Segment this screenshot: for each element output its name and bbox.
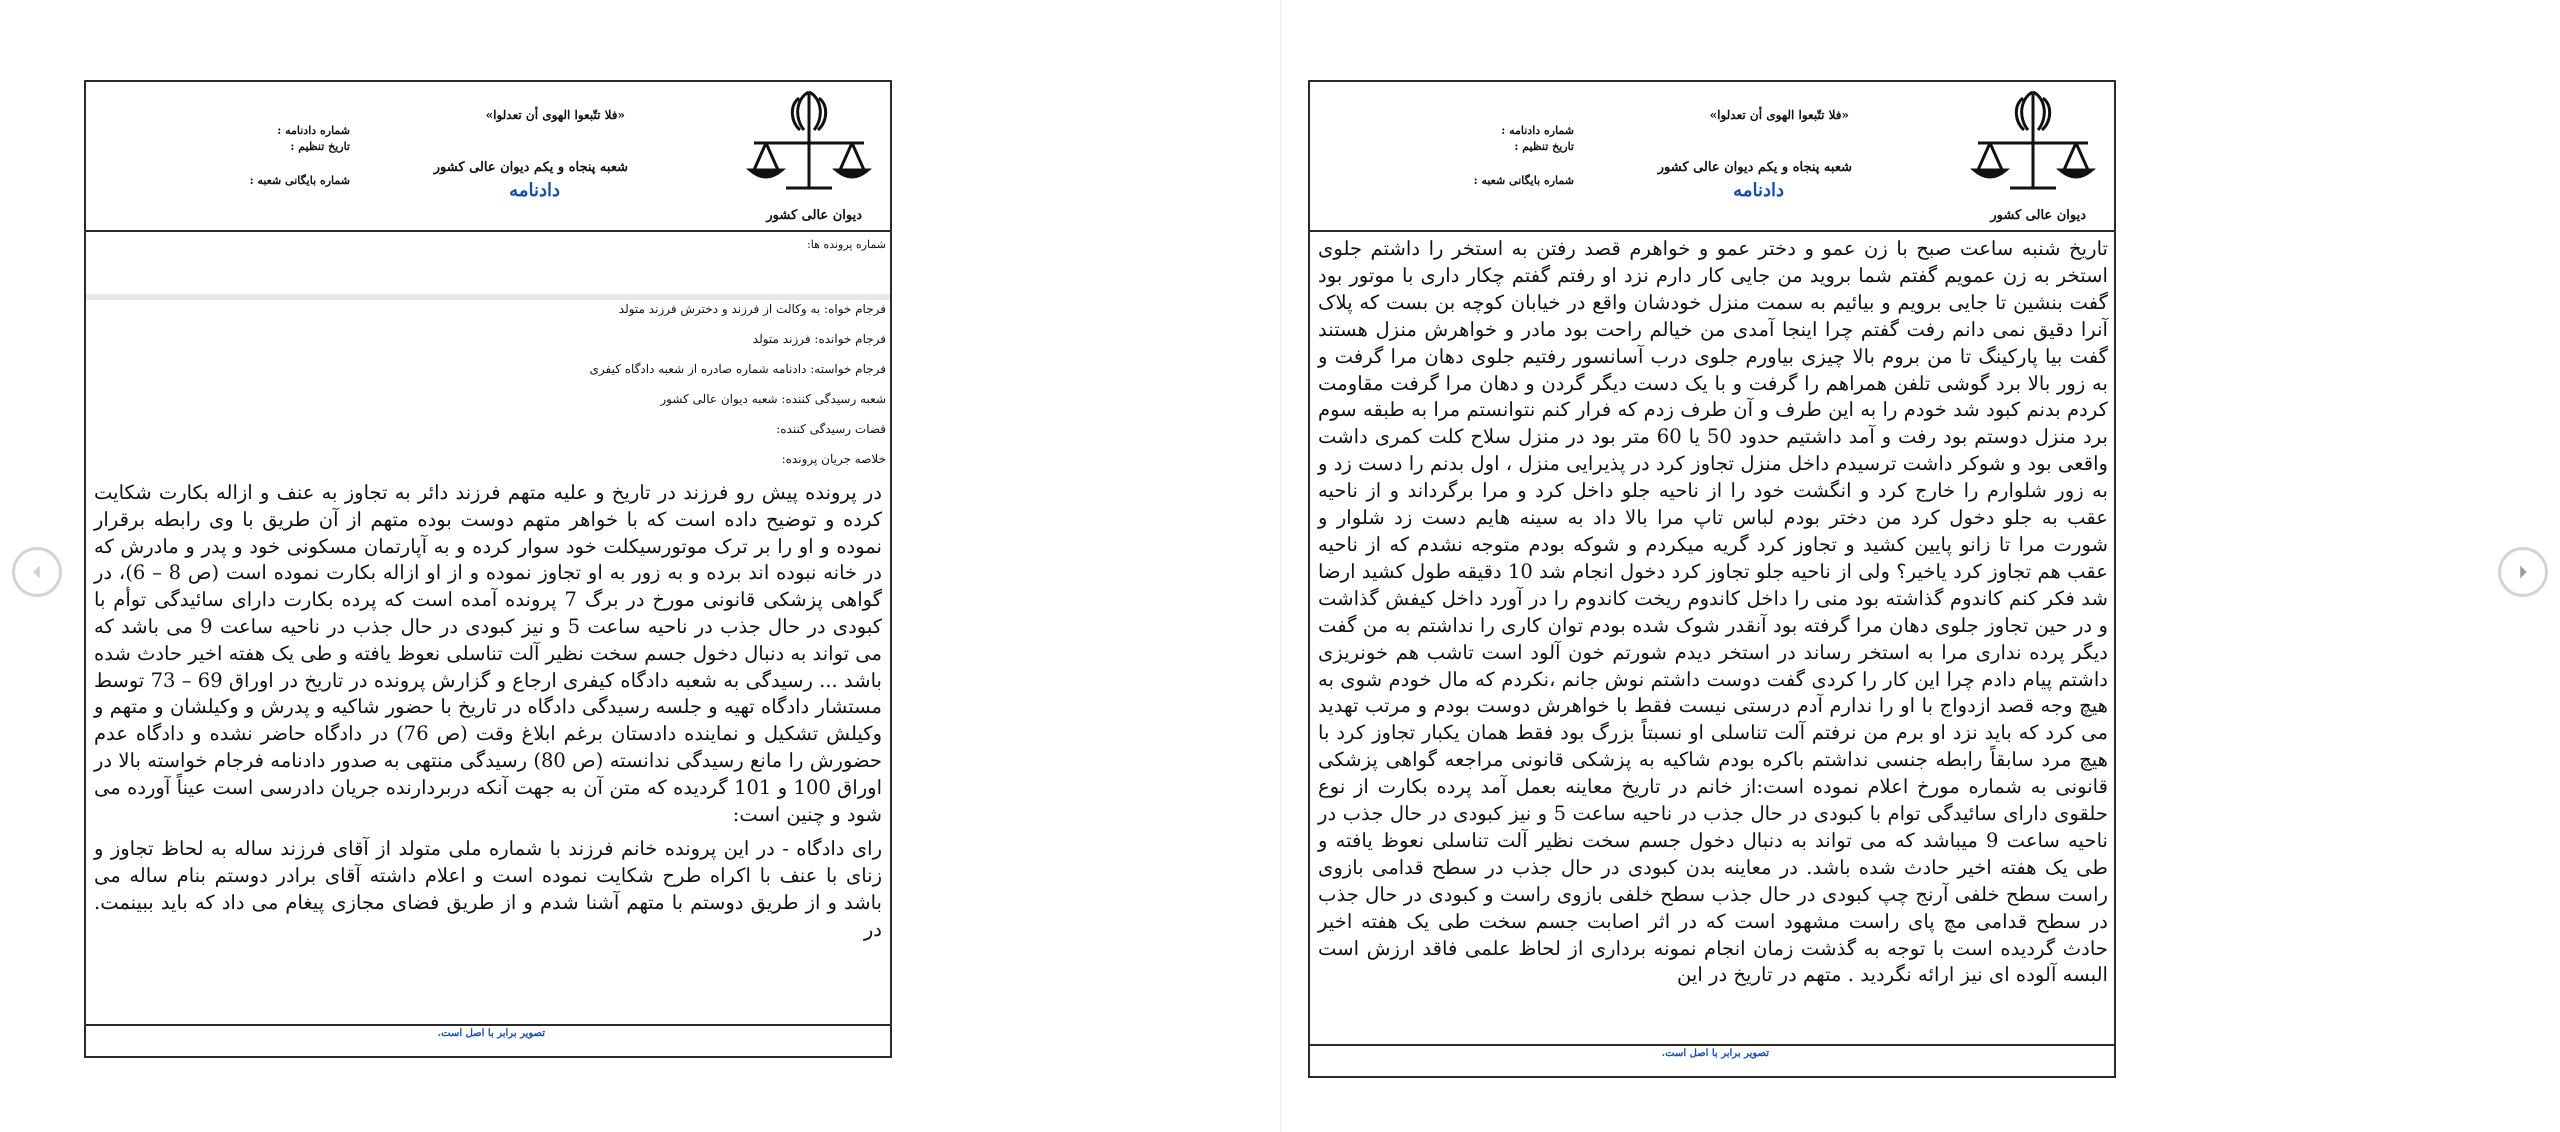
previous-page-button[interactable] <box>12 547 62 597</box>
chevron-right-icon <box>2512 561 2534 583</box>
chevron-left-icon <box>26 561 48 583</box>
form-separator <box>86 294 890 300</box>
document-title: دادنامه <box>1733 180 1784 201</box>
reviewing-judges-row: قضات رسیدگی کننده: <box>776 422 886 436</box>
certified-copy-note: تصویر برابر با اصل است. <box>437 1028 545 1039</box>
verdict-number-label: شماره دادنامه : <box>277 124 350 137</box>
issue-date-label: تاریخ تنظیم : <box>1514 140 1574 153</box>
court-name-label: دیوان عالی کشور <box>766 208 862 223</box>
page-header <box>1310 82 2114 232</box>
verdict-number-label: شماره دادنامه : <box>1501 124 1574 137</box>
certified-copy-note: تصویر برابر با اصل است. <box>1661 1048 1769 1059</box>
footer-rule <box>86 1024 890 1026</box>
case-numbers-label: شماره پرونده ها: <box>807 238 886 251</box>
iran-emblem-scales-logo <box>1968 88 2098 206</box>
case-body-paragraph-1: در پرونده پیش رو فرزند در تاریخ و علیه متهم فرزند دائر به تجاوز به عنف و ازاله بکارت شکایت کرده و توضیح داده است که با خواهر متهم دوست بوده متهم از آن طریق با وی رابطه برقرار نموده و او را بر ترک موتورسیکلت خود سوار کرده و به آپارتمان مسکونی خود و پدر و مادرش که در خانه نبوده اند برده و به زور به او تجاوز نموده و از او ازاله بکارت نموده است (ص 8 – 6)، در گواهی پزشکی قانونی مورخ در برگ 7 پرونده آمده است که پرده بکارت دارای سائیدگی توأم با کبودی در حال جذب در ناحیه ساعت 5 و نیز کبودی در حال جذب در ناحیه ساعت 9 می باشد که می تواند به دنبال دخول جسم سخت نظیر آلت تناسلی نعوظ یافته و طی یک هفته اخیر حادث شده باشد ... رسیدگی به شعبه دادگاه کیفری ارجاع و گزارش پرونده در تاریخ در اوراق 69 – 73 توسط مستشار دادگاه تهیه و جلسه رسیدگی دادگاه در تاریخ با حضور شاکیه و پدرش و وکیلشان و متهم و وکیلش تشکیل و نماینده دادستان برغم ابلاغ وقت (ص 76) در دادگاه حاضر نشده و دادگاه عدم حضورش را مانع رسیدگی ندانسته (ص 80) رسیدگی منتهی به صدور دادنامه فرجام خواسته بالا در اوراق 100 و 101 گردیده که متن آن به جهت آنکه دربردارنده جریان دادرسی است عیناً آورده می شود و چنین است: <box>94 481 882 826</box>
quran-verse: «فلا تتّبعوا الهوی أن تعدلوا» <box>485 108 625 122</box>
court-branch: شعبه پنجاه و یکم دیوان عالی کشور <box>1657 160 1852 175</box>
document-page-right <box>1308 80 2116 1078</box>
footer-rule <box>1310 1044 2114 1046</box>
next-page-button[interactable] <box>2498 547 2548 597</box>
document-title: دادنامه <box>509 180 560 201</box>
appellee-row: فرجام خوانده: فرزند متولد <box>752 332 886 346</box>
court-branch: شعبه پنجاه و یکم دیوان عالی کشور <box>433 160 628 175</box>
appellant-row: فرجام خواه: به وکالت از فرزند و دخترش فرزند متولد <box>618 302 886 316</box>
case-summary-label: خلاصه جریان پرونده: <box>781 452 886 466</box>
issue-date-label: تاریخ تنظیم : <box>290 140 350 153</box>
quran-verse: «فلا تتّبعوا الهوی أن تعدلوا» <box>1709 108 1849 122</box>
page-header <box>86 82 890 232</box>
case-body-text: تاریخ شنبه ساعت صبح با زن عمو و دختر عمو و خواهرم قصد رفتن به استخر را داشتم جلوی استخر به زن عمویم گفتم شما بروید من جایی کار دارم نزد او رفتم گفتم چکار داری با موتور بود گفت بنشین تا جایی برویم و بیائیم به سمت منزل خودشان واقع در خیابان کوچه بن بست که پلاک آنرا دقیق نمی دانم رفت گفتم چرا اینجا آمدی من خیالم راحت بود مادر و خواهرش منزل هستند گفت بیا پارکینگ تا من بروم بالا چیزی بیاورم جلوی درب آسانسور رفتیم جلوی دهان مرا گرفت و به زور بالا برد گوشی تلفن همراهم را گرفت و با یک دست دیگر گردن و دهان مرا گرفت مقاومت کردم بدنم کبود شد خودم را به این طرف و آن طرف زدم که فرار کنم نتوانستم مرا به طبقه سوم برد منزل دوستم بود رفت و آمد داشتیم حدود 50 یا 60 متر بود در منزل سلاح کلت کمری داشت واقعی بود و شوکر داشت ترسیدم داخل منزل تجاوز کرد در پذیرایی منزل ، اول بدنم را دست زد و به زور شلوارم را خارج کرد و انگشت خود را از ناحیه جلو داخل کرد و مرا برگرداند و از ناحیه عقب به جلو دخول کرد من دختر بودم لباس تاپ مرا بالا داد به سینه هایم دست زد شلوار و شورت مرا تا زانو پایین کشید و تجاوز کرد گریه میکردم و شوکه بودم متوجه نشدم که از ناحیه عقب هم تجاوز کرد یاخیر؟ ولی از ناحیه جلو تجاوز کرد دخول انجام شد 10 دقیقه طول کشید ارضا شد فکر کنم کاندوم گذاشته بود منی را داخل کاندوم ریخت کاندوم را در آورد داخل کیفش گذاشت و در حین تجاوز جلوی دهان مرا گرفته بود آنقدر شوک شده بودم توان کاری را نداشتم به من گفت دیگر پرده نداری مرا به استخر رساند در استخر دیدم شورتم خون آلود است تاشب هم خونریزی داشتم پیام دادم چرا این کار را کردی گفت دوست داشتم نوش جانم ،نکردم که مال خودم شوی به هیچ وجه قصد ازدواج با او را ندارم آدم درستی نیست فقط با خواهرش دوست بودم و مرتب تهدید می کرد که باید نزد او برم من نرفتم آلت تناسلی او نسبتاً بزرگ بود فقط همان یکبار تجاوز کرد با هیچ مرد سابقاً رابطه جنسی نداشتم باکره بودم شاکیه به پزشکی قانونی مراجعه گواهی پزشکی قانونی به شماره مورخ اعلام نموده است:از خانم در تاریخ معاینه بعمل آمد پرده بکارت از نوع حلقوی دارای سائیدگی توام با کبودی در حال جذب در ناحیه ساعت 5 و نیز کبودی در حال جذب در ناحیه ساعت 9 میباشد که می تواند به دنبال دخول جسم سخت نظیر آلت تناسلی نعوظ یافته و طی یک هفته اخیر حادث شده باشد. در معاینه بدن کبودی در حال جذب در سطح قدامی بازوی راست سطح خلفی آرنج چپ کبودی در حال جذب سطح خلفی بازوی راست و کبودی در حال جذب در سطح قدامی مچ پای راست مشهود است که در اثر اصابت جسم سخت طی یک هفته اخیر حادث گردیده است با توجه به گذشت زمان انجام نمونه برداری از لحاظ علمی فاقد ارزش است البسه آلوده ای نیز ارائه نگردید . متهم در تاریخ در این <box>1318 237 2108 987</box>
pane-divider <box>1280 0 1281 1132</box>
document-page-left <box>84 80 892 1058</box>
archive-number-label: شماره بایگانی شعبه : <box>249 174 350 187</box>
court-name-label: دیوان عالی کشور <box>1990 208 2086 223</box>
case-body-text <box>94 480 882 944</box>
iran-emblem-scales-logo <box>744 88 874 206</box>
case-body-paragraph-2: رای دادگاه - در این پرونده خانم فرزند با شماره ملی متولد از آقای فرزند ساله به لحاظ تجاوز و زنای با عنف با اکراه طرح شکایت نموده است و اعلام داشته آقای برادر دوستم بنام ساله می باشد و از طریق دوستم با متهم آشنا شدم و از طریق فضای مجازی پیغام می داد که باید ببینمت. در <box>94 837 882 941</box>
appealed-verdict-row: فرجام خواسته: دادنامه شماره صادره از شعبه دادگاه کیفری <box>589 362 886 376</box>
archive-number-label: شماره بایگانی شعبه : <box>1473 174 1574 187</box>
reviewing-branch-row: شعبه رسیدگی کننده: شعبه دیوان عالی کشور <box>660 392 886 406</box>
